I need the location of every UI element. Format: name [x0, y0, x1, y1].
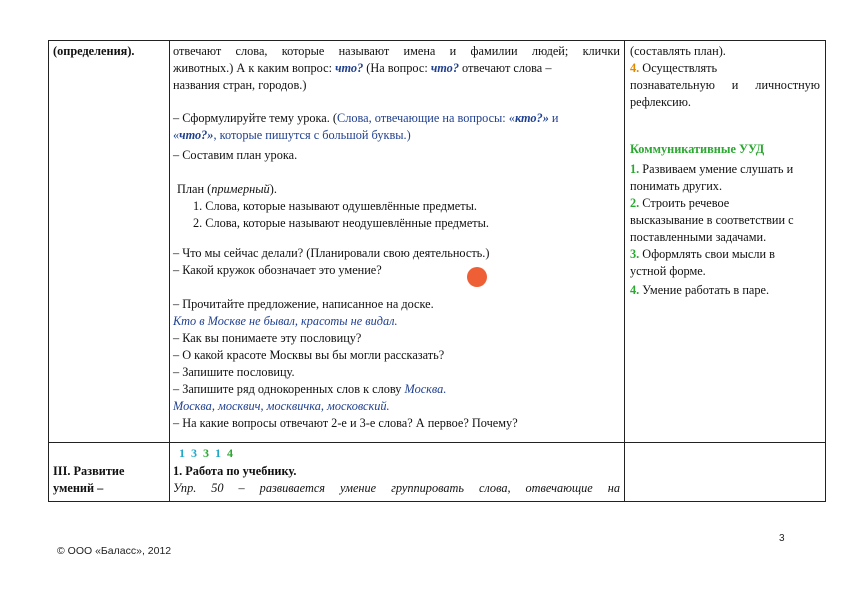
- plan-intro: – Составим план урока.: [173, 148, 298, 162]
- uud-item: 2. Строить речевое: [630, 196, 730, 210]
- text-line: отвечают слова, которые называют имена и фамилии людей; клички: [173, 44, 620, 58]
- copyright-footer: © ООО «Баласс», 2012: [57, 545, 172, 557]
- lesson-topic-answer: «что?», которые пишутся с большой буквы.): [173, 128, 411, 142]
- table-border-bottom: [48, 501, 826, 502]
- stage-definition-label: (определения).: [53, 44, 135, 58]
- text-line: – Запишите ряд однокоренных слов к слову Москва.: [173, 382, 447, 396]
- uud-text: поставленными задачами.: [630, 230, 767, 244]
- page-number: 3: [779, 533, 785, 544]
- text-line: животных.) А к каким вопрос: что? (На вопрос: что? отвечают слова –: [173, 61, 552, 75]
- text-line: – О какой красоте Москвы вы бы могли рассказать?: [173, 348, 445, 362]
- cognate-words: Москва, москвич, москвичка, московский.: [173, 399, 390, 413]
- text-line: – Прочитайте предложение, написанное на доске.: [173, 297, 434, 311]
- lesson-table: [48, 40, 826, 502]
- row-divider: [48, 442, 826, 443]
- table-border-left: [48, 40, 49, 502]
- uud-text: устной форме.: [630, 264, 706, 278]
- uud-text: высказывание в соответствии с: [630, 213, 794, 227]
- uud-text: рефлексию.: [630, 95, 691, 109]
- text-line: – Какой кружок обозначает это умение?: [173, 263, 382, 277]
- plan-item: 1. Слова, которые называют одушевлённые предметы.: [193, 199, 477, 213]
- assessment-marks: 1 3 3 1 4: [179, 446, 233, 460]
- stage-title-line2: умений –: [53, 481, 104, 495]
- orange-circle-marker: [467, 267, 487, 287]
- table-border-top: [48, 40, 826, 41]
- uud-text: (составлять план).: [630, 44, 726, 58]
- text-line: – Как вы понимаете эту пословицу?: [173, 331, 362, 345]
- uud-item: 3. Оформлять свои мысли в: [630, 247, 775, 261]
- text-line: – Запишите пословицу.: [173, 365, 295, 379]
- stage-title-line1: III. Развитие: [53, 464, 125, 478]
- column-divider-2: [624, 40, 625, 502]
- plan-item: 2. Слова, которые называют неодушевлённые предметы.: [193, 216, 489, 230]
- column-divider-1: [169, 40, 170, 502]
- text-line: – Что мы сейчас делали? (Планировали свою деятельность.): [173, 246, 490, 260]
- uud-item: 1. Развиваем умение слушать и: [630, 162, 794, 176]
- uud-text: понимать других.: [630, 179, 723, 193]
- exercise-line: Упр. 50 – развивается умение группировать слова, отвечающие на: [173, 481, 620, 495]
- work-title: 1. Работа по учебнику.: [173, 464, 297, 478]
- text-line: названия стран, городов.): [173, 78, 307, 92]
- plan-title: План (примерный).: [177, 182, 277, 196]
- lesson-topic-question: – Сформулируйте тему урока. (Слова, отвечающие на вопросы: «кто?» и: [173, 111, 559, 125]
- text-line: – На какие вопросы отвечают 2-е и 3-е слова? А первое? Почему?: [173, 416, 518, 430]
- proverb: Кто в Москве не бывал, красоты не видал.: [173, 314, 398, 328]
- uud-text: познавательную и личностную: [630, 78, 820, 92]
- uud-item: 4. Умение работать в паре.: [630, 283, 770, 297]
- uud-item: 4. Осуществлять: [630, 61, 718, 75]
- table-border-right: [825, 40, 826, 502]
- communicative-uud-title: Коммуникативные УУД: [630, 142, 765, 156]
